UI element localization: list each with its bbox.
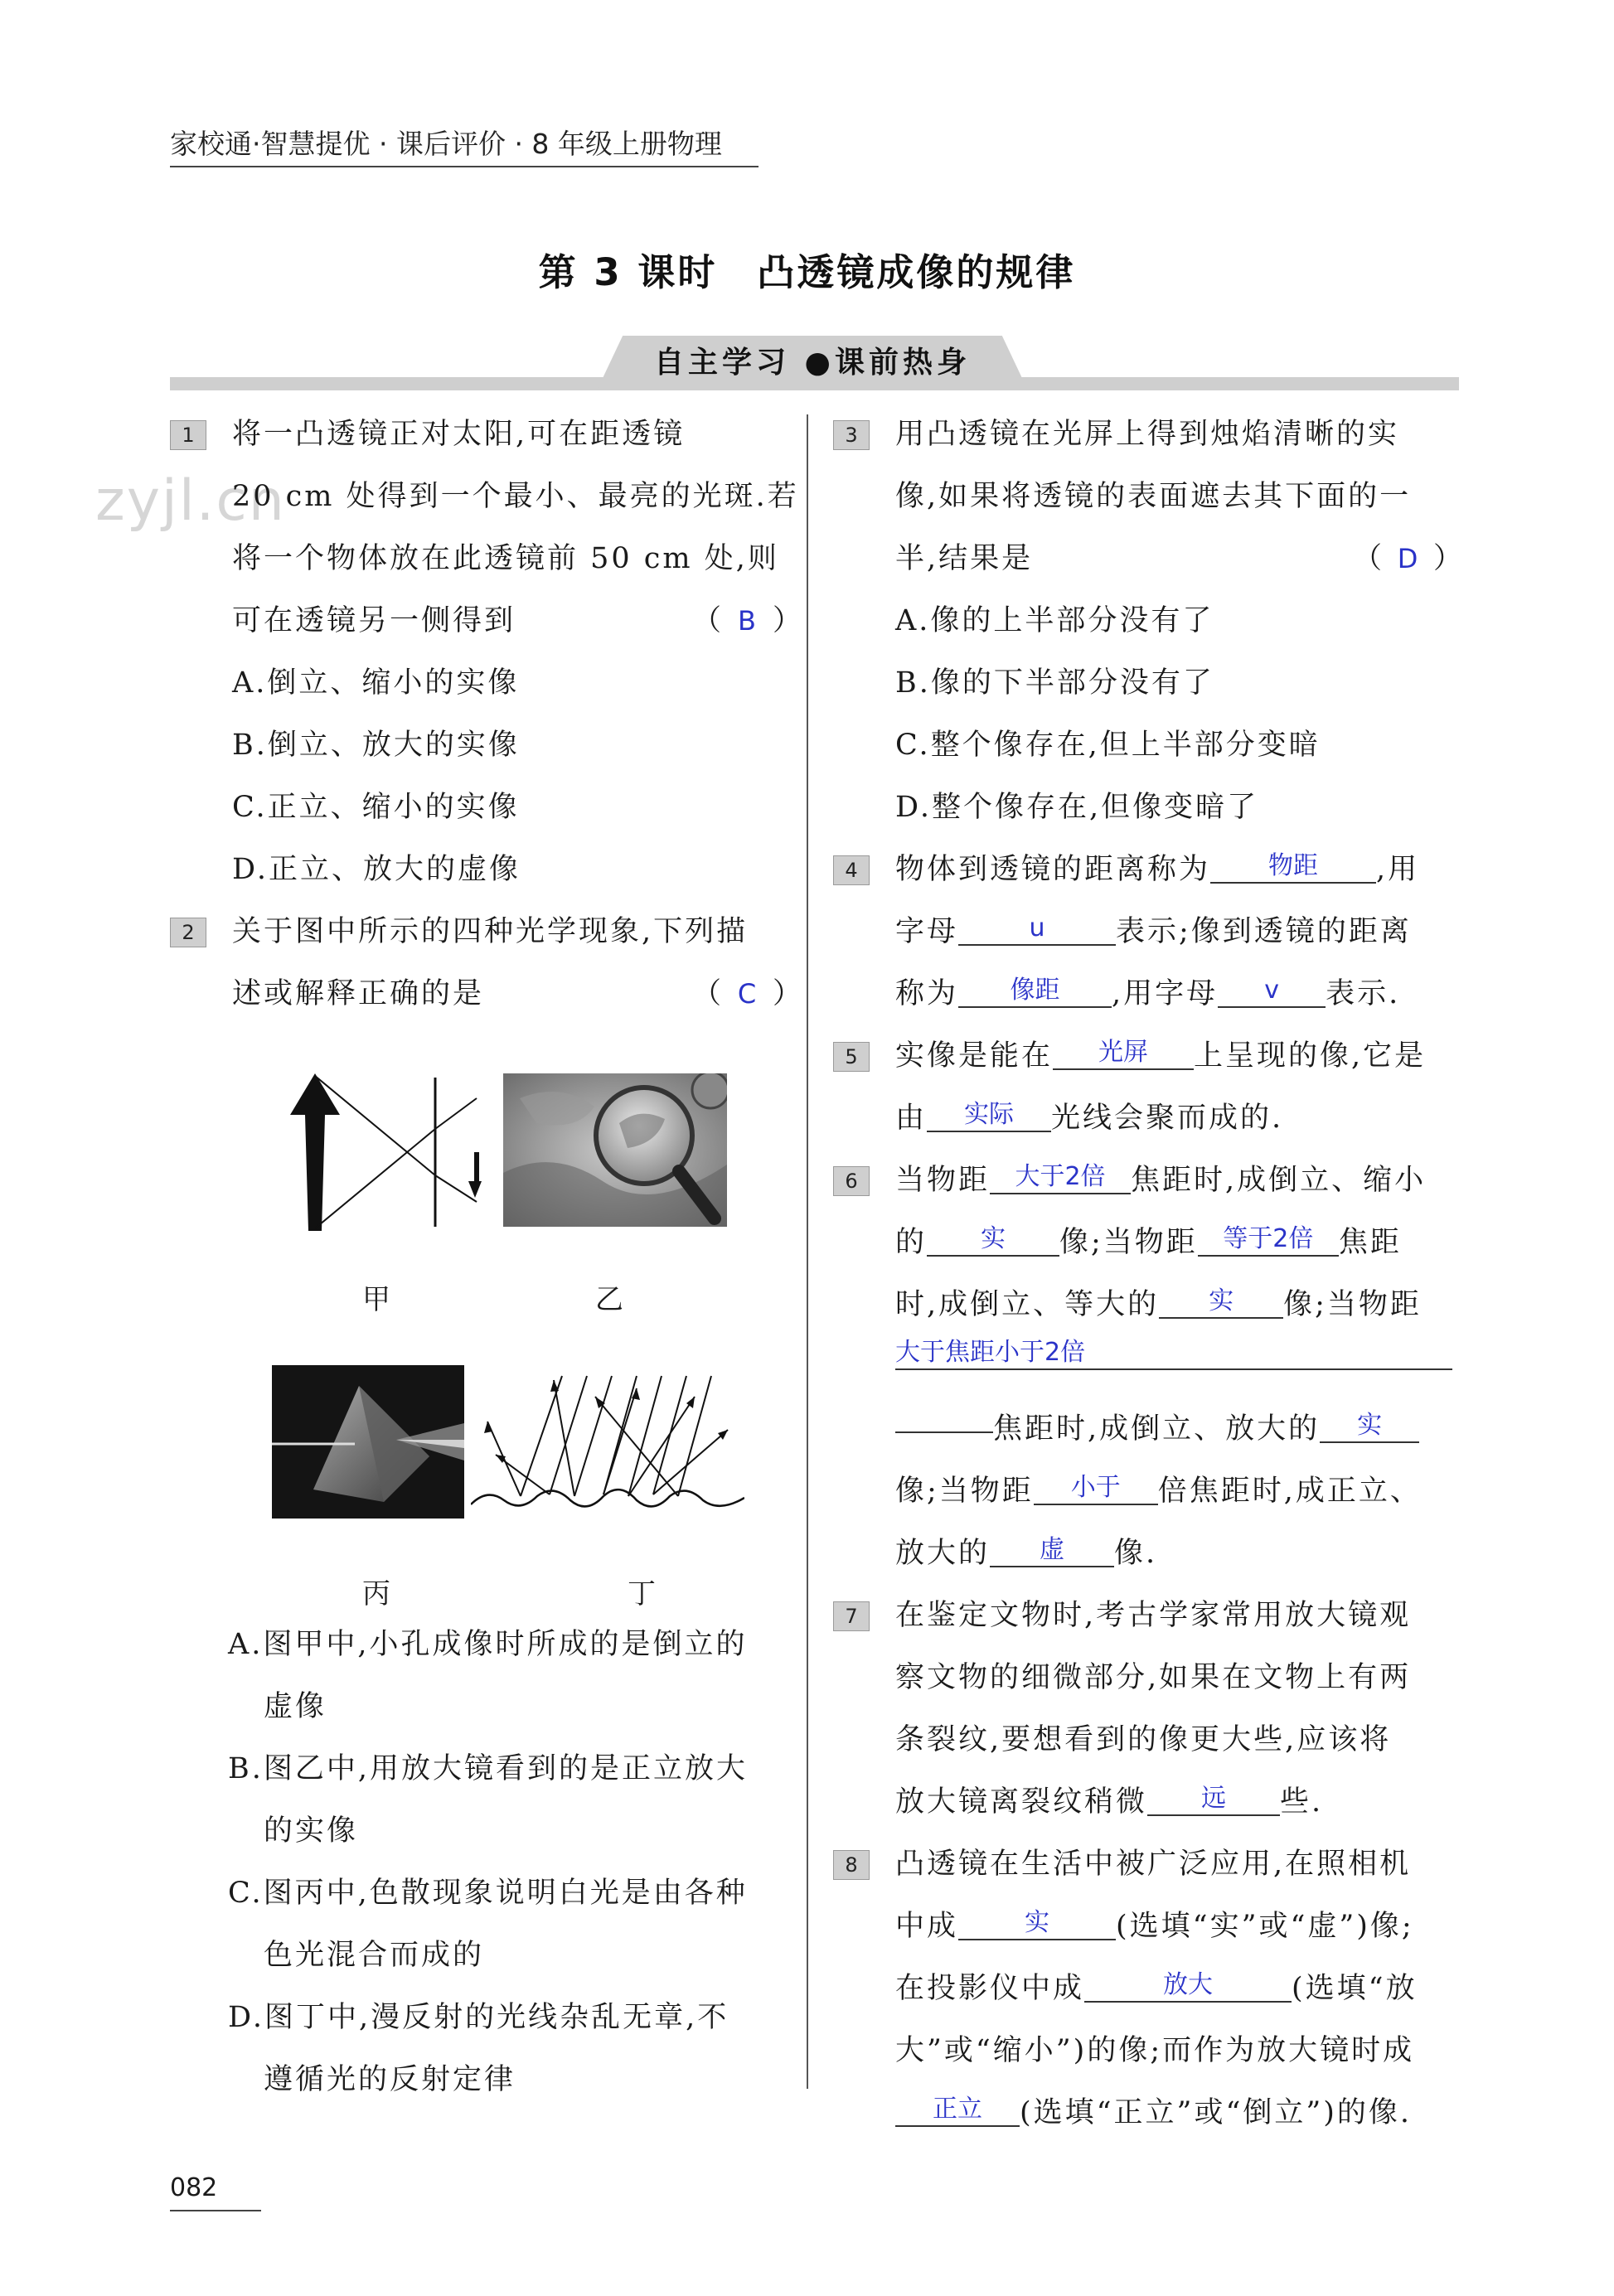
question-number: 7	[833, 1601, 870, 1631]
fill-line	[895, 1782, 1323, 1822]
fill-blank-answer: v	[1218, 975, 1326, 1008]
question-number: 4	[833, 855, 870, 885]
fill-blank-answer: 正立	[895, 2094, 1020, 2127]
fill-text: 当物距	[895, 1164, 991, 1197]
fill-text: 字母	[895, 915, 959, 948]
fill-line	[895, 1036, 1426, 1076]
pinhole-diagram	[282, 1069, 497, 1235]
fill-text: 物体到透镜的距离称为	[895, 853, 1211, 886]
fill-blank-answer: 小于	[1034, 1472, 1158, 1505]
fill-line	[895, 1285, 1422, 1325]
fill-line	[895, 1969, 1418, 2008]
answer-choice: D	[1397, 543, 1418, 574]
option-d: D.整个像存在,但像变暗了	[895, 791, 1259, 824]
fill-text: 由	[895, 1102, 928, 1135]
fill-blank-answer: 光屏	[1053, 1037, 1194, 1070]
fill-text: 光线会聚而成的.	[1051, 1102, 1284, 1135]
fill-line	[895, 2093, 1412, 2133]
fill-blank-answer: 像距	[958, 975, 1112, 1008]
fill-text: 焦距时,成倒立、缩小	[1131, 1164, 1427, 1197]
option-c: C.图丙中,色散现象说明白光是由各种	[228, 1877, 748, 1910]
question-text: 条裂纹,要想看到的像更大些,应该将	[895, 1723, 1392, 1756]
prism-photo	[272, 1365, 464, 1519]
question-text: 述或解释正确的是	[232, 977, 485, 1010]
option-b: B.像的下半部分没有了	[895, 666, 1214, 700]
fill-blank-answer: 等于2倍	[1198, 1223, 1339, 1257]
fill-text: 倍焦距时,成正立、	[1157, 1475, 1422, 1508]
option-d: D.图丁中,漫反射的光线杂乱无章,不	[228, 2001, 729, 2034]
fill-blank-answer: 虚	[990, 1534, 1114, 1567]
answer-choice: B	[738, 605, 756, 637]
fill-line	[895, 974, 1400, 1014]
fill-blank-answer: 物距	[1210, 850, 1376, 884]
fill-text: 在投影仪中成	[895, 1972, 1085, 2005]
question-text: 将一个物体放在此透镜前 50 cm 处,则	[232, 542, 779, 575]
question-text: 关于图中所示的四种光学现象,下列描	[232, 915, 749, 948]
fill-line	[895, 1409, 1419, 1449]
question-text: 在鉴定文物时,考古学家常用放大镜观	[895, 1599, 1412, 1632]
option-c: C.正立、缩小的实像	[232, 791, 520, 824]
question-text: 半,结果是	[895, 542, 1034, 575]
fill-line	[895, 1098, 1283, 1138]
fill-text: 焦距时,成倒立、放大的	[993, 1412, 1321, 1446]
question-text: 察文物的细微部分,如果在文物上有两	[895, 1661, 1412, 1694]
option-c: C.整个像存在,但上半部分变暗	[895, 729, 1321, 762]
figure-caption: 丁	[628, 1577, 656, 1611]
option-d: D.正立、放大的虚像	[232, 853, 521, 886]
question-number: 6	[833, 1166, 870, 1196]
fill-blank-answer: 实	[958, 1907, 1116, 1940]
fill-text: 表示;像到透镜的距离	[1116, 915, 1412, 948]
fill-text: ,用字母	[1112, 977, 1219, 1010]
fill-text: 像;当物距	[895, 1475, 1034, 1508]
question-text: 大”或“缩小”)的像;而作为放大镜时成	[895, 2034, 1415, 2067]
fill-blank-answer: 实	[1159, 1286, 1283, 1319]
magnifier-photo	[503, 1073, 727, 1227]
question-number: 1	[170, 420, 206, 450]
lesson-title: 第 3 课时 凸透镜成像的规律	[538, 250, 1076, 294]
option-a: A.倒立、缩小的实像	[232, 666, 520, 700]
question-text: 凸透镜在生活中被广泛应用,在照相机	[895, 1848, 1412, 1881]
fill-text: 实像是能在	[895, 1039, 1054, 1073]
fill-blank-answer: 实	[1320, 1410, 1419, 1443]
fill-blank-continuation	[895, 1431, 993, 1433]
fill-text: 些.	[1280, 1785, 1324, 1819]
fill-text: 像;当物距	[1283, 1288, 1422, 1321]
fill-blank-answer: 实际	[927, 1099, 1051, 1132]
fill-text: (选填“实”或“虚”)像;	[1116, 1910, 1414, 1943]
fill-text: 称为	[895, 977, 959, 1010]
option-d-cont: 遵循光的反射定律	[264, 2063, 516, 2096]
fill-line	[895, 1336, 1452, 1376]
answer-bracket: （ C ）	[692, 974, 802, 1014]
fill-line	[895, 1160, 1426, 1200]
question-text: 像,如果将透镜的表面遮去其下面的一	[895, 480, 1412, 513]
fill-text: 像;当物距	[1059, 1226, 1198, 1259]
question-text: 将一凸透镜正对太阳,可在距透镜	[232, 418, 686, 451]
question-number: 8	[833, 1850, 870, 1880]
option-a-cont: 虚像	[264, 1690, 327, 1723]
fill-blank-answer: 实	[927, 1223, 1059, 1257]
fill-text: 中成	[895, 1910, 959, 1943]
figure-caption: 甲	[362, 1283, 390, 1316]
figure-caption: 丙	[362, 1577, 390, 1611]
question-text: 可在透镜另一侧得到	[232, 604, 516, 637]
column-divider	[807, 414, 808, 2089]
watermark: zyjl.cn	[95, 468, 286, 534]
page-number: 082	[170, 2173, 261, 2211]
fill-text: 上呈现的像,它是	[1194, 1039, 1427, 1073]
fill-blank-answer: 远	[1147, 1783, 1280, 1816]
fill-text: 时,成倒立、等大的	[895, 1288, 1160, 1321]
answer-choice: C	[737, 978, 757, 1010]
option-b: B.倒立、放大的实像	[232, 729, 520, 762]
question-number: 2	[170, 918, 206, 947]
fill-blank-answer: u	[958, 913, 1116, 946]
fill-text: (选填“正立”或“倒立”)的像.	[1020, 2096, 1413, 2129]
option-b: B.图乙中,用放大镜看到的是正立放大	[228, 1752, 748, 1785]
question-text: 用凸透镜在光屏上得到烛焰清晰的实	[895, 418, 1400, 451]
fill-line	[895, 850, 1419, 889]
fill-text: (选填“放	[1292, 1972, 1418, 2005]
fill-blank-answer: 大于2倍	[990, 1161, 1131, 1194]
book-header: 家校通·智慧提优 · 课后评价 · 8 年级上册物理	[170, 123, 759, 167]
fill-text: 的	[895, 1226, 928, 1259]
fill-line	[895, 1906, 1414, 1946]
fill-line	[895, 1471, 1422, 1511]
section-banner-text: 自主学习 ●课前热身	[654, 346, 971, 380]
fill-text: 像.	[1114, 1537, 1158, 1570]
option-b-cont: 的实像	[264, 1814, 359, 1848]
fill-line	[895, 1223, 1402, 1262]
fill-text: ,用	[1376, 853, 1420, 886]
fill-text: 表示.	[1326, 977, 1401, 1010]
option-c-cont: 色光混合而成的	[264, 1939, 485, 1972]
diffuse-reflection-diagram	[471, 1364, 744, 1521]
option-a: A.像的上半部分没有了	[895, 604, 1214, 637]
fill-blank-answer: 放大	[1084, 1969, 1292, 2003]
question-number: 5	[833, 1042, 870, 1072]
fill-blank-answer: 大于焦距小于2倍	[895, 1337, 1452, 1370]
answer-bracket: （ D ）	[1353, 539, 1462, 579]
fill-text: 放大镜离裂纹稍微	[895, 1785, 1148, 1819]
fill-line	[895, 1533, 1157, 1573]
answer-bracket: （ B ）	[692, 601, 802, 641]
figure-caption: 乙	[595, 1283, 623, 1316]
question-number: 3	[833, 420, 870, 450]
fill-text: 焦距	[1338, 1226, 1402, 1259]
fill-text: 放大的	[895, 1537, 991, 1570]
option-a: A.图甲中,小孔成像时所成的是倒立的	[228, 1628, 748, 1661]
question-text: 20 cm 处得到一个最小、最亮的光斑.若	[232, 480, 799, 513]
fill-line	[895, 912, 1412, 952]
